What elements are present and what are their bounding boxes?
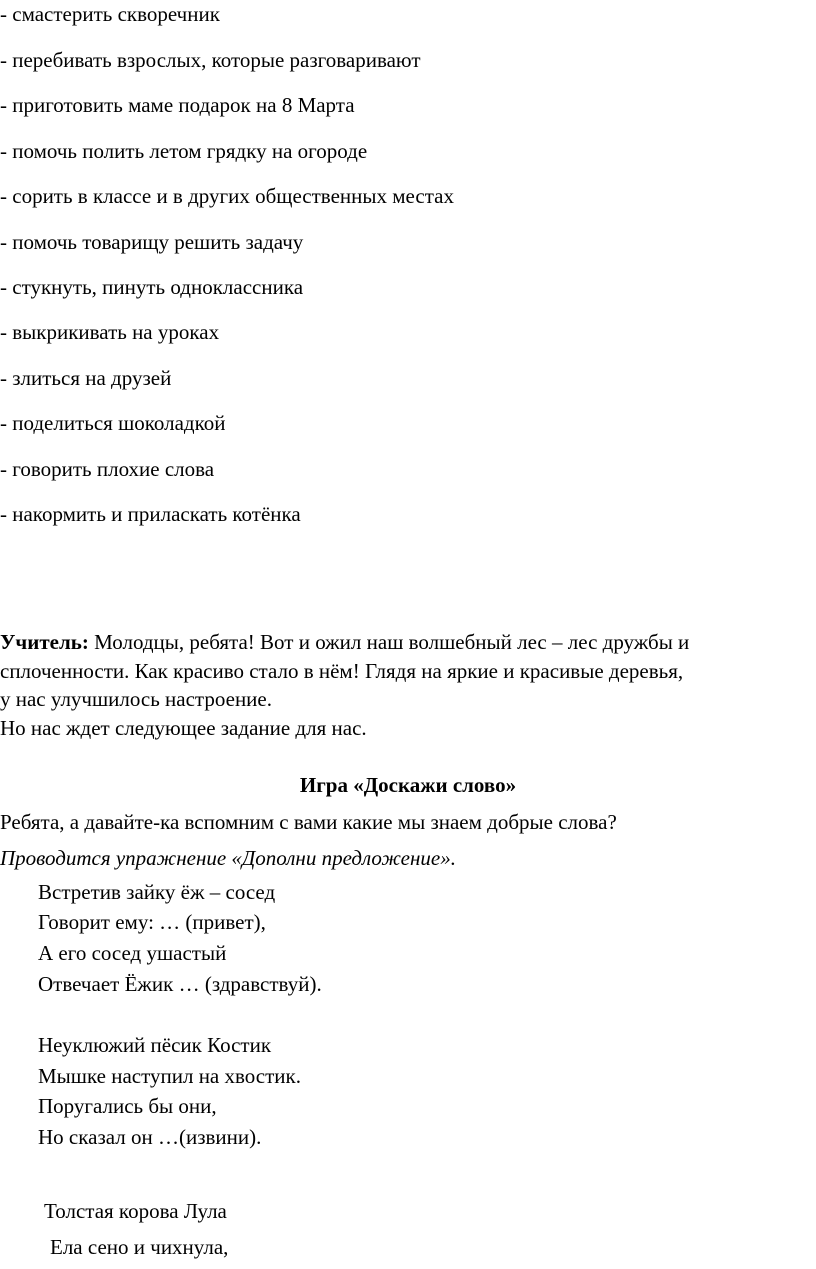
list-item: - выкрикивать на уроках xyxy=(0,320,220,344)
poem-line: Неуклюжий пёсик Костик xyxy=(38,1033,272,1057)
teacher-text-1: Молодцы, ребята! Вот и ожил наш волшебный лес – лес дружбы и xyxy=(88,630,690,654)
list-item: - стукнуть, пинуть одноклассника xyxy=(0,275,304,299)
poem-line: Мышке наступил на хвостик. xyxy=(38,1064,301,1088)
poem-line: А его сосед ушастый xyxy=(38,941,227,965)
teacher-line-2: сплоченности. Как красиво стало в нём! Глядя на яркие и красивые деревья, xyxy=(0,659,684,683)
list-item: - сорить в классе и в других общественных местах xyxy=(0,184,454,208)
poem-line: Поругались бы они, xyxy=(38,1094,217,1118)
list-item: - злиться на друзей xyxy=(0,366,172,390)
game-title: Игра «Доскажи слово» xyxy=(299,773,517,797)
game-question: Ребята, а давайте-ка вспомним с вами какие мы знаем добрые слова? xyxy=(0,810,617,834)
poem-line: Отвечает Ёжик … (здравствуй). xyxy=(38,972,322,996)
poem-line: Но сказал он …(извини). xyxy=(38,1125,262,1149)
list-item: - накормить и приласкать котёнка xyxy=(0,502,301,526)
game-instruction: Проводится упражнение «Дополни предложение». xyxy=(0,846,456,870)
poem-line: Говорит ему: … (привет), xyxy=(38,910,266,934)
poem-line: Толстая корова Лула xyxy=(44,1199,227,1223)
list-item: - помочь полить летом грядку на огороде xyxy=(0,139,368,163)
teacher-line-1 xyxy=(0,630,689,654)
list-item: - поделиться шоколадкой xyxy=(0,411,226,435)
teacher-label: Учитель: xyxy=(0,630,89,654)
list-item: - перебивать взрослых, которые разговаривают xyxy=(0,48,421,72)
list-item: - приготовить маме подарок на 8 Марта xyxy=(0,93,355,117)
poem-line: Встретив зайку ёж – сосед xyxy=(38,880,276,904)
teacher-line-4: Но нас ждет следующее задание для нас. xyxy=(0,716,367,740)
list-item: - говорить плохие слова xyxy=(0,457,215,481)
teacher-line-3: у нас улучшилось настроение. xyxy=(0,687,272,711)
poem-line: Ела сено и чихнула, xyxy=(50,1235,229,1259)
list-item: - помочь товарищу решить задачу xyxy=(0,230,304,254)
list-item: - смастерить скворечник xyxy=(0,2,220,26)
